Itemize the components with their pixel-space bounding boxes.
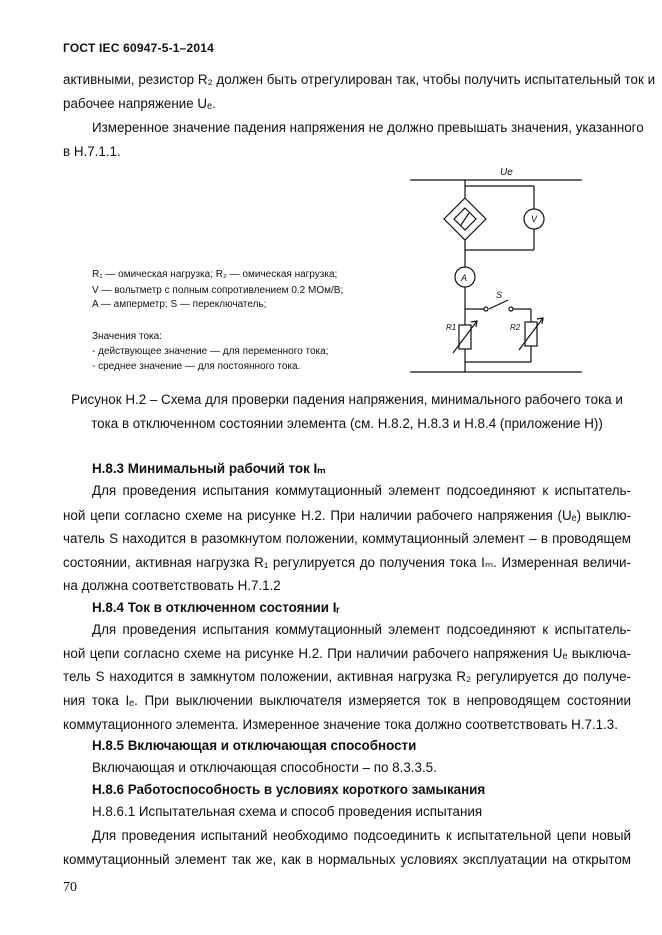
legend-line: R₁ — омическая нагрузка; R₂ — омическая нагрузка; xyxy=(92,269,338,280)
figure-caption: тока в отключенном состоянии элемента (см. Н.8.2, Н.8.3 и Н.8.4 (приложение Н)) xyxy=(91,416,603,431)
paragraph-line: в Н.7.1.1. xyxy=(63,144,121,159)
paragraph-line: Для проведения испытания коммутационный элемент подсоединяют к испытатель- xyxy=(92,622,631,637)
figure-caption: Рисунок Н.2 – Схема для проверки падения напряжения, минимального рабочего тока и xyxy=(71,392,623,407)
switch-label: S xyxy=(496,290,503,300)
paragraph-line: тель S находится в замкнутом положении, активная нагрузка R₂ регулируется до получе- xyxy=(63,669,631,684)
paragraph-line: ной цепи согласно схеме на рисунке Н.2. При наличии рабочего напряжения Uₑ выключа- xyxy=(63,646,631,661)
page-number: 70 xyxy=(63,880,77,895)
paragraph-line: состоянии, активная нагрузка R₁ регулируется до получения тока Iₘ. Измеренная величи- xyxy=(63,555,631,570)
r2-label: R2 xyxy=(510,323,521,332)
paragraph-line: активными, резистор R₂ должен быть отрегулирован так, чтобы получить испытательный ток и xyxy=(63,72,656,87)
paragraph-line: Для проведения испытаний необходимо подсоединить к испытательной цепи новый xyxy=(92,828,631,843)
paragraph-line: ния тока Iₑ. При выключении выключателя измеряется ток в непроводящем состоянии xyxy=(63,693,631,708)
paragraph-line: Измеренное значение падения напряжения не должно превышать значения, указанного xyxy=(92,120,644,135)
voltmeter-label: V xyxy=(531,214,538,224)
document-header: ГОСТ IEC 60947-5-1–2014 xyxy=(63,41,215,55)
ue-label: Ue xyxy=(500,167,513,178)
subsection-heading: Н.8.6.1 Испытательная схема и способ проведения испытания xyxy=(92,804,483,819)
legend-line: Значения тока: xyxy=(92,331,162,342)
section-heading: Н.8.3 Минимальный рабочий ток Iₘ xyxy=(92,461,326,476)
legend-line: A — амперметр; S — переключатель; xyxy=(92,299,267,310)
section-heading: Н.8.5 Включающая и отключающая способности xyxy=(92,738,417,753)
legend-line: - среднее значение — для постоянного тока. xyxy=(92,361,301,372)
paragraph-line: на должна соответствовать Н.7.1.2 xyxy=(63,578,281,593)
legend-line: - действующее значение — для переменного тока; xyxy=(92,346,329,357)
paragraph-line: Для проведения испытания коммутационный элемент подсоединяют к испытатель- xyxy=(92,483,631,498)
paragraph-line: Включающая и отключающая способности – по 8.3.3.5. xyxy=(92,760,437,775)
r1-label: R1 xyxy=(446,323,457,332)
ammeter-label: A xyxy=(461,273,468,283)
paragraph-line: ной цепи согласно схеме на рисунке Н.2. При наличии рабочего напряжения (Uₑ) выклю- xyxy=(63,508,631,523)
section-heading: Н.8.4 Ток в отключенном состоянии Iᵣ xyxy=(92,600,340,615)
section-heading: Н.8.6 Работоспособность в условиях короткого замыкания xyxy=(92,782,486,797)
paragraph-line: коммутационного элемента. Измеренное значение тока должно соответствовать Н.7.1.3. xyxy=(63,717,618,732)
legend-line: V — вольтметр с полным сопротивлением 0.2 МОм/В; xyxy=(92,285,344,296)
paragraph-line: чатель S находится в разомкнутом положении, коммутационный элемент – в проводящем xyxy=(63,531,631,546)
paragraph-line: коммутационный элемент так же, как в нормальных условиях эксплуатации на открытом xyxy=(63,852,631,867)
paragraph-line: рабочее напряжение Uₑ. xyxy=(63,96,216,111)
